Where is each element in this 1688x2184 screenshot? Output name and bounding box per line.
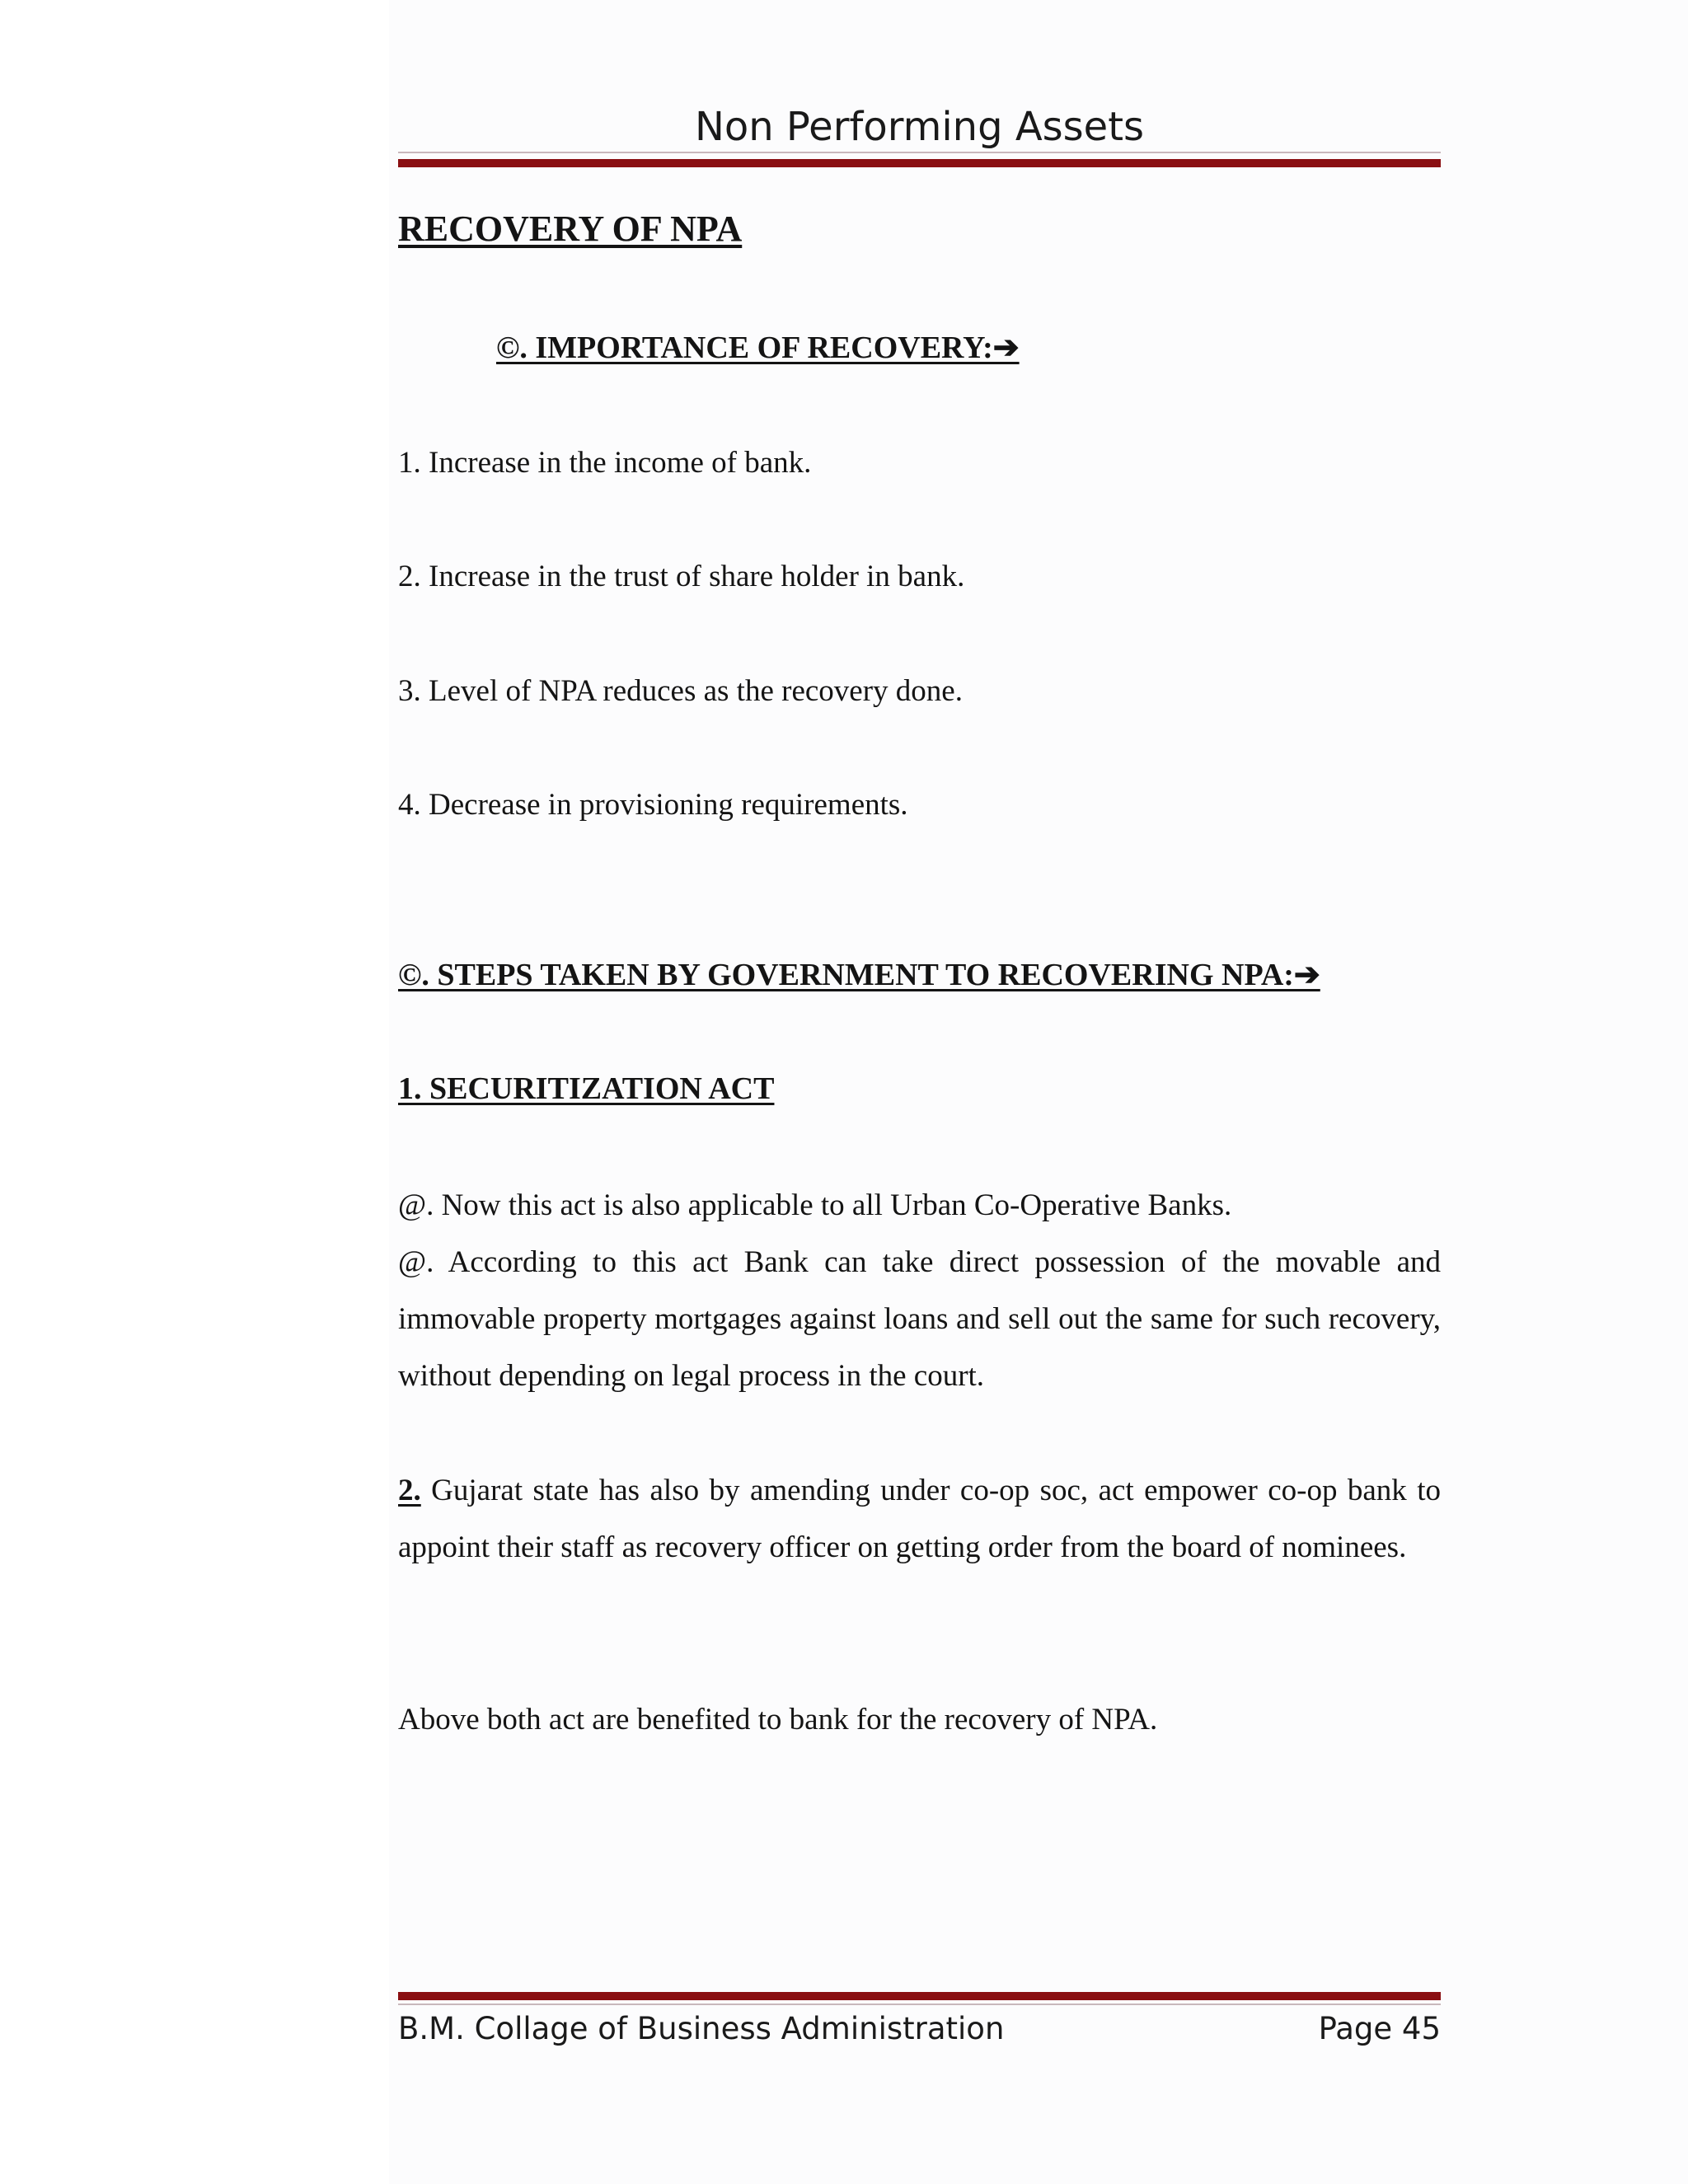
running-header-title: Non Performing Assets: [694, 104, 1145, 150]
gujarat-number: 2.: [398, 1474, 421, 1507]
importance-item: 4. Decrease in provisioning requirements.: [398, 788, 908, 822]
conclusion-text: Above both act are benefited to bank for the recovery of NPA.: [398, 1703, 1158, 1736]
header-thick-rule: [398, 159, 1441, 167]
running-footer: [398, 2006, 1441, 2052]
securitization-heading: 1. SECURITIZATION ACT: [398, 1071, 775, 1106]
importance-item: 1. Increase in the income of bank.: [398, 446, 812, 480]
importance-item: 2. Increase in the trust of share holder in bank.: [398, 560, 965, 593]
securitization-point: @. Now this act is also applicable to all Urban Co-Operative Banks.: [398, 1188, 1232, 1222]
header-thin-rule: [398, 152, 1441, 153]
footer-page-number: Page 45: [1318, 2011, 1441, 2046]
gujarat-paragraph: [398, 1462, 1441, 1576]
securitization-points: [398, 1177, 1441, 1404]
footer-thick-rule: [398, 1992, 1441, 2000]
importance-item: 3. Level of NPA reduces as the recovery done.: [398, 674, 963, 708]
footer-thin-rule: [398, 2004, 1441, 2005]
footer-institution: B.M. Collage of Business Administration: [398, 2011, 1005, 2046]
importance-heading: ©. IMPORTANCE OF RECOVERY:➔: [496, 330, 1020, 365]
steps-heading: ©. STEPS TAKEN BY GOVERNMENT TO RECOVERING NPA:➔: [398, 958, 1320, 992]
securitization-point: @. According to this act Bank can take direct possession of the movable and immovable property mortgages against loans and sell out the same for such recovery, without depending on legal process in the court.: [398, 1245, 1441, 1393]
section-title: RECOVERY OF NPA: [398, 209, 743, 249]
gujarat-text: Gujarat state has also by amending under co-op soc, act empower co-op bank to appoint their staff as recovery officer on getting order from the board of nominees.: [398, 1474, 1441, 1564]
